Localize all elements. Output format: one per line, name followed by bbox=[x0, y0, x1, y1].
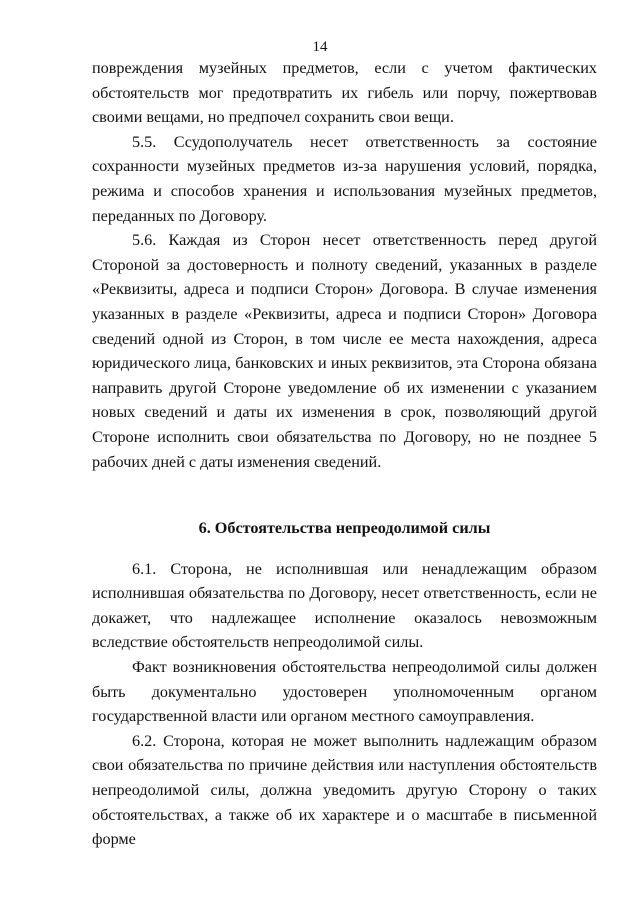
paragraph-continuation: повреждения музейных предметов, если с учетом фактических обстоятельств мог предотвратить их гибель или порчу, пожертвовав своими вещами, но предпочел сохранить свои вещи. bbox=[92, 59, 597, 127]
section-heading-6: 6. Обстоятельства непреодолимой силы bbox=[198, 519, 491, 538]
paragraph-5-6: 5.6. Каждая из Сторон несет ответственность перед другой Стороной за достоверность и полноту сведений, указанных в разделе «Реквизиты, адреса и подписи Сторон» Договора. В случае изменения указанных в разделе «Реквизиты, адреса и подписи Сторон» Договора сведений одной из Сторон, в том числе ее места нахождения, адреса юридического лица, банковских и иных реквизитов, эта Сторона обязана направить другой Стороне уведомление об их изменении с указанием новых сведений и даты их изменения в срок, позволяющий другой Стороне исполнить свои обязательства по Договору, но не позднее 5 рабочих дней с даты изменения сведений. bbox=[92, 231, 597, 471]
paragraph-6-1: 6.1. Сторона, не исполнившая или ненадлежащим образом исполнившая обязательства по Договору, несет ответственность, если не докажет, что надлежащее исполнение оказалось невозможным вследствие обстоятельств непреодолимой силы. bbox=[92, 559, 597, 652]
paragraph-5-5: 5.5. Ссудополучатель несет ответственность за состояние сохранности музейных предметов из-за нарушения условий, порядка, режима и способов хранения и использования музейных предметов, переданных по Договору. bbox=[92, 132, 597, 225]
paragraph-force-majeure-fact: Факт возникновения обстоятельства непреодолимой силы должен быть документально удостоверен уполномоченным органом государственной власти или органом местного самоуправления. bbox=[92, 658, 597, 726]
document-body bbox=[92, 56, 597, 852]
paragraph-6-2: 6.2. Сторона, которая не может выполнить надлежащим образом свои обязательства по причине действия или наступления обстоятельств непреодолимой силы, должна уведомить другую Сторону о таких обстоятельствах, а также об их характере и о масштабе в письменной форме bbox=[92, 731, 597, 849]
page-number: 14 bbox=[312, 39, 328, 55]
